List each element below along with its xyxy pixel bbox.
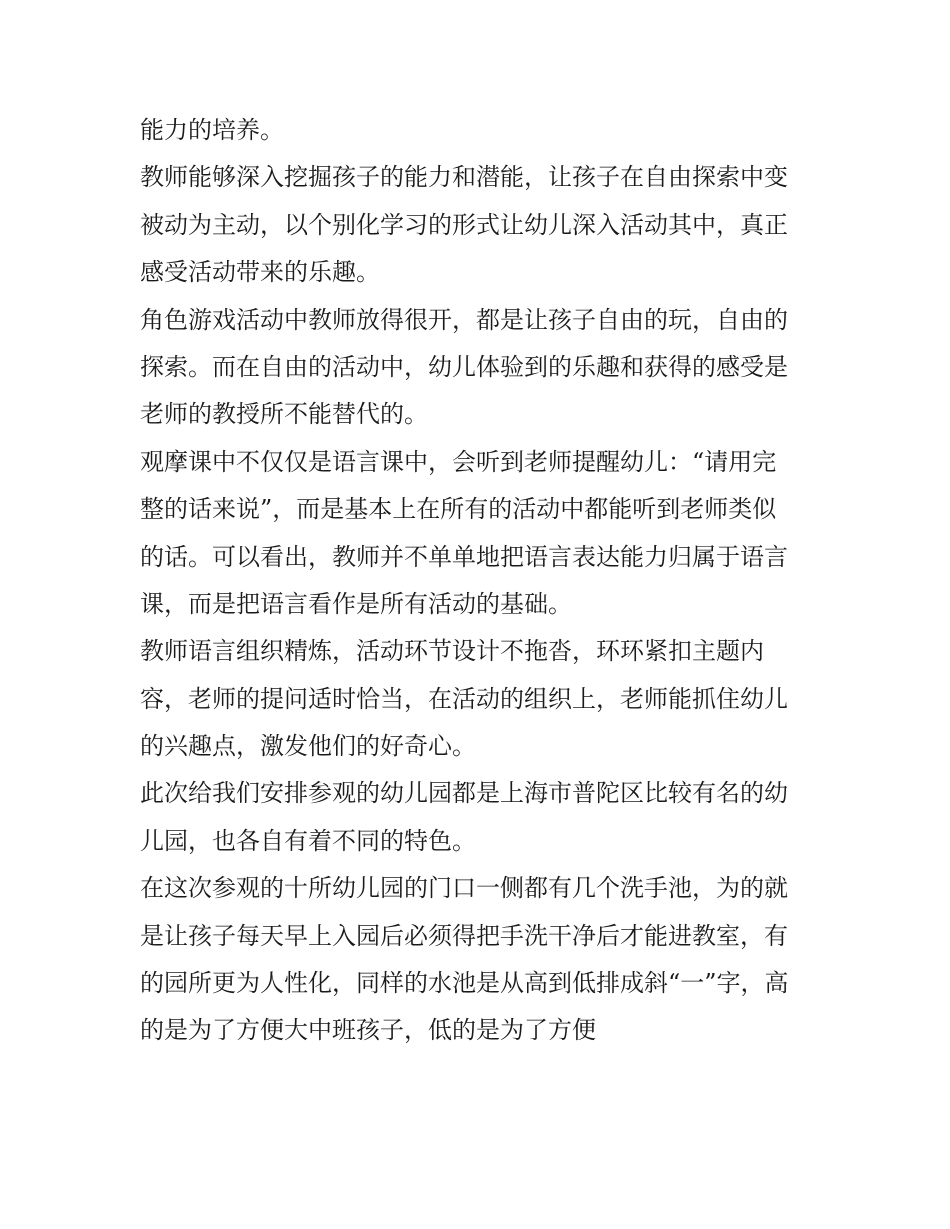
text-line: 探索。而在自由的活动中，幼儿体验到的乐趣和获得的感受是	[140, 352, 788, 381]
text-line: 被动为主动，以个别化学习的形式让幼儿深入活动其中，真正	[140, 210, 788, 239]
text-line: 观摩课中不仅仅是语言课中，会听到老师提醒幼儿：“请用完	[140, 447, 777, 476]
text-line: 角色游戏活动中教师放得很开，都是让孩子自由的玩，自由的	[140, 305, 788, 334]
text-line: 在这次参观的十所幼儿园的门口一侧都有几个洗手池，为的就	[140, 874, 788, 903]
text-line: 课，而是把语言看作是所有活动的基础。	[140, 589, 572, 618]
text-line: 教师语言组织精炼，活动环节设计不拖沓，环环紧扣主题内	[140, 637, 764, 666]
text-line: 的话。可以看出，教师并不单单地把语言表达能力归属于语言	[140, 542, 788, 571]
text-line: 此次给我们安排参观的幼儿园都是上海市普陀区比较有名的幼	[140, 779, 788, 808]
text-line: 老师的教授所不能替代的。	[140, 400, 428, 429]
text-line: 容，老师的提问适时恰当，在活动的组织上，老师能抓住幼儿	[140, 684, 788, 713]
text-line: 的园所更为人性化，同样的水池是从高到低排成斜“一”字，高	[140, 969, 789, 998]
text-line: 整的话来说”，而是基本上在所有的活动中都能听到老师类似	[140, 495, 777, 524]
text-line: 感受活动带来的乐趣。	[140, 258, 380, 287]
text-line: 是让孩子每天早上入园后必须得把手洗干净后才能进教室，有	[140, 921, 788, 950]
text-line: 教师能够深入挖掘孩子的能力和潜能，让孩子在自由探索中变	[140, 163, 788, 192]
text-line: 的是为了方便大中班孩子，低的是为了方便	[140, 1016, 596, 1045]
text-line: 能力的培养。	[140, 116, 284, 144]
text-line: 的兴趣点，激发他们的好奇心。	[140, 732, 476, 761]
body-text	[140, 107, 820, 1055]
text-line: 儿园，也各自有着不同的特色。	[140, 826, 476, 855]
